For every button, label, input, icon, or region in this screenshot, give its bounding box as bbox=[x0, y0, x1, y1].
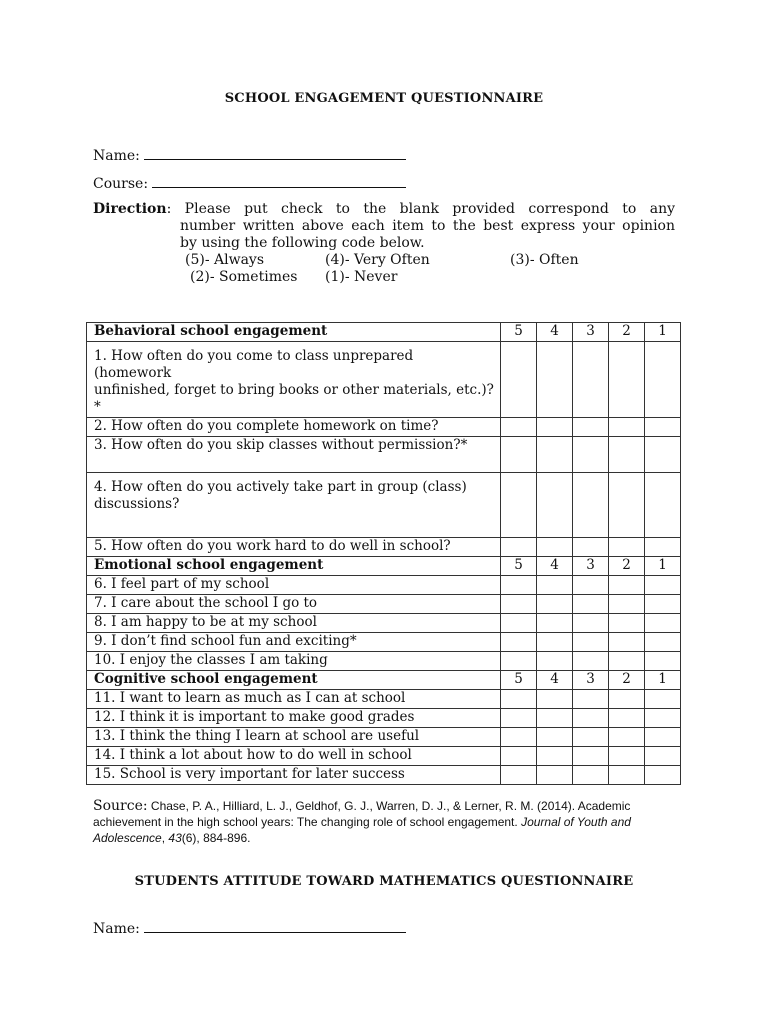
answer-cell-3[interactable] bbox=[573, 709, 609, 728]
answer-cell-5[interactable] bbox=[501, 614, 537, 633]
answer-cell-4[interactable] bbox=[537, 576, 573, 595]
question-text: 15. School is very important for later success bbox=[87, 766, 501, 785]
question-text: 3. How often do you skip classes without permission?* bbox=[87, 437, 501, 473]
answer-cell-1[interactable] bbox=[645, 690, 681, 709]
section-heading: Cognitive school engagement bbox=[87, 671, 501, 690]
scale-label-4: 4 bbox=[537, 323, 573, 342]
table-row bbox=[87, 473, 681, 538]
scale-label-4: 4 bbox=[537, 671, 573, 690]
table-row bbox=[87, 766, 681, 785]
table-row bbox=[87, 652, 681, 671]
section-heading: Behavioral school engagement bbox=[87, 323, 501, 342]
section-header-row bbox=[87, 557, 681, 576]
answer-cell-2[interactable] bbox=[609, 633, 645, 652]
answer-cell-5[interactable] bbox=[501, 418, 537, 437]
answer-cell-3[interactable] bbox=[573, 595, 609, 614]
answer-cell-2[interactable] bbox=[609, 728, 645, 747]
journal-volume: 43 bbox=[168, 831, 182, 845]
direction-line-3: by using the following code below. bbox=[180, 235, 425, 251]
table-row bbox=[87, 576, 681, 595]
answer-cell-3[interactable] bbox=[573, 437, 609, 473]
answer-cell-3[interactable] bbox=[573, 728, 609, 747]
scale-label-5: 5 bbox=[501, 671, 537, 690]
section-heading: Emotional school engagement bbox=[87, 557, 501, 576]
table-row bbox=[87, 538, 681, 557]
answer-cell-3[interactable] bbox=[573, 576, 609, 595]
answer-cell-1[interactable] bbox=[645, 633, 681, 652]
answer-cell-4[interactable] bbox=[537, 418, 573, 437]
answer-cell-1[interactable] bbox=[645, 418, 681, 437]
answer-cell-1[interactable] bbox=[645, 342, 681, 418]
direction-line-2: number written above each item to the best express your opinion bbox=[180, 218, 675, 234]
scale-label-2: 2 bbox=[609, 671, 645, 690]
question-text: 7. I care about the school I go to bbox=[87, 595, 501, 614]
answer-cell-3[interactable] bbox=[573, 473, 609, 538]
question-text: 9. I don’t find school fun and exciting* bbox=[87, 633, 501, 652]
scale-label-1: 1 bbox=[645, 557, 681, 576]
table-row bbox=[87, 342, 681, 418]
question-text: 2. How often do you complete homework on time? bbox=[87, 418, 501, 437]
table-row bbox=[87, 614, 681, 633]
direction-block bbox=[93, 201, 675, 252]
answer-cell-3[interactable] bbox=[573, 633, 609, 652]
answer-cell-5[interactable] bbox=[501, 652, 537, 671]
answer-cell-1[interactable] bbox=[645, 538, 681, 557]
scale-label-1: 1 bbox=[645, 323, 681, 342]
answer-cell-3[interactable] bbox=[573, 538, 609, 557]
answer-cell-2[interactable] bbox=[609, 766, 645, 785]
scale-label-3: 3 bbox=[573, 671, 609, 690]
answer-cell-4[interactable] bbox=[537, 595, 573, 614]
name-field[interactable] bbox=[93, 145, 406, 164]
table-row bbox=[87, 595, 681, 614]
answer-cell-5[interactable] bbox=[501, 437, 537, 473]
answer-cell-1[interactable] bbox=[645, 709, 681, 728]
answer-cell-1[interactable] bbox=[645, 595, 681, 614]
second-title: STUDENTS ATTITUDE TOWARD MATHEMATICS QUESTIONNAIRE bbox=[134, 874, 634, 889]
answer-cell-5[interactable] bbox=[501, 709, 537, 728]
answer-cell-1[interactable] bbox=[645, 652, 681, 671]
code-1: (1)- Never bbox=[325, 269, 398, 285]
question-text: 12. I think it is important to make good grades bbox=[87, 709, 501, 728]
answer-cell-4[interactable] bbox=[537, 652, 573, 671]
scale-label-5: 5 bbox=[501, 323, 537, 342]
answer-cell-2[interactable] bbox=[609, 473, 645, 538]
engagement-table bbox=[86, 322, 681, 785]
answer-cell-4[interactable] bbox=[537, 633, 573, 652]
answer-cell-3[interactable] bbox=[573, 690, 609, 709]
answer-cell-2[interactable] bbox=[609, 747, 645, 766]
name-label-2: Name: bbox=[93, 921, 140, 937]
table-row bbox=[87, 690, 681, 709]
answer-cell-2[interactable] bbox=[609, 342, 645, 418]
question-text: 14. I think a lot about how to do well in school bbox=[87, 747, 501, 766]
answer-cell-4[interactable] bbox=[537, 728, 573, 747]
scale-label-2: 2 bbox=[609, 323, 645, 342]
table-row bbox=[87, 709, 681, 728]
answer-cell-4[interactable] bbox=[537, 538, 573, 557]
answer-cell-2[interactable] bbox=[609, 418, 645, 437]
answer-cell-5[interactable] bbox=[501, 633, 537, 652]
scale-label-3: 3 bbox=[573, 323, 609, 342]
section-header-row bbox=[87, 671, 681, 690]
answer-cell-2[interactable] bbox=[609, 652, 645, 671]
course-label: Course: bbox=[93, 176, 149, 192]
scale-label-3: 3 bbox=[573, 557, 609, 576]
question-text: 10. I enjoy the classes I am taking bbox=[87, 652, 501, 671]
answer-cell-1[interactable] bbox=[645, 437, 681, 473]
question-text: 13. I think the thing I learn at school are useful bbox=[87, 728, 501, 747]
code-2: (2)- Sometimes bbox=[190, 269, 298, 285]
question-text: 4. How often do you actively take part in group (class) discussions? bbox=[87, 473, 501, 538]
answer-cell-1[interactable] bbox=[645, 728, 681, 747]
name-blank-line[interactable] bbox=[144, 145, 406, 160]
answer-cell-4[interactable] bbox=[537, 473, 573, 538]
direction-label: Direction bbox=[93, 201, 167, 217]
scale-label-5: 5 bbox=[501, 557, 537, 576]
answer-cell-1[interactable] bbox=[645, 576, 681, 595]
question-text: 5. How often do you work hard to do well in school? bbox=[87, 538, 501, 557]
table-row bbox=[87, 633, 681, 652]
scale-label-4: 4 bbox=[537, 557, 573, 576]
scale-label-1: 1 bbox=[645, 671, 681, 690]
name-blank-line-2[interactable] bbox=[144, 918, 406, 933]
answer-cell-5[interactable] bbox=[501, 576, 537, 595]
table-row bbox=[87, 728, 681, 747]
answer-cell-5[interactable] bbox=[501, 473, 537, 538]
name-label: Name: bbox=[93, 148, 140, 164]
section-header-row bbox=[87, 323, 681, 342]
course-blank-line[interactable] bbox=[152, 173, 406, 188]
answer-cell-2[interactable] bbox=[609, 709, 645, 728]
answer-cell-3[interactable] bbox=[573, 418, 609, 437]
answer-cell-1[interactable] bbox=[645, 614, 681, 633]
answer-cell-3[interactable] bbox=[573, 652, 609, 671]
answer-cell-3[interactable] bbox=[573, 766, 609, 785]
answer-cell-1[interactable] bbox=[645, 473, 681, 538]
answer-cell-4[interactable] bbox=[537, 437, 573, 473]
name-field-2[interactable] bbox=[93, 918, 406, 937]
answer-cell-4[interactable] bbox=[537, 690, 573, 709]
table-row bbox=[87, 747, 681, 766]
answer-cell-5[interactable] bbox=[501, 728, 537, 747]
answer-cell-5[interactable] bbox=[501, 595, 537, 614]
answer-cell-4[interactable] bbox=[537, 614, 573, 633]
answer-cell-3[interactable] bbox=[573, 747, 609, 766]
code-4: (4)- Very Often bbox=[325, 252, 430, 268]
answer-cell-1[interactable] bbox=[645, 747, 681, 766]
scale-label-2: 2 bbox=[609, 557, 645, 576]
journal-name: Journal of Youth and Adolescence bbox=[93, 815, 631, 845]
question-text: 8. I am happy to be at my school bbox=[87, 614, 501, 633]
page-title: SCHOOL ENGAGEMENT QUESTIONNAIRE bbox=[224, 91, 544, 106]
direction-line-1: Direction: Please put check to the blank provided correspond to any bbox=[93, 201, 675, 217]
source-citation: Source: Chase, P. A., Hilliard, L. J., Geldhof, G. J., Warren, D. J., & Lerner, R. M. (2014). Academic achievement in the high school years: The changing role of school engagement. Journal of Youth and Adolescence, 43(6), 884-896. bbox=[93, 798, 631, 845]
answer-cell-1[interactable] bbox=[645, 766, 681, 785]
code-5: (5)- Always bbox=[185, 252, 265, 268]
answer-cell-5[interactable] bbox=[501, 747, 537, 766]
answer-cell-5[interactable] bbox=[501, 342, 537, 418]
source-label: Source: bbox=[93, 798, 148, 814]
answer-cell-2[interactable] bbox=[609, 538, 645, 557]
answer-cell-2[interactable] bbox=[609, 614, 645, 633]
answer-cell-3[interactable] bbox=[573, 614, 609, 633]
answer-cell-2[interactable] bbox=[609, 576, 645, 595]
question-text: 6. I feel part of my school bbox=[87, 576, 501, 595]
answer-cell-5[interactable] bbox=[501, 766, 537, 785]
table-row bbox=[87, 418, 681, 437]
answer-cell-5[interactable] bbox=[501, 690, 537, 709]
answer-cell-4[interactable] bbox=[537, 709, 573, 728]
answer-cell-4[interactable] bbox=[537, 747, 573, 766]
table-row bbox=[87, 437, 681, 473]
answer-cell-2[interactable] bbox=[609, 595, 645, 614]
answer-cell-5[interactable] bbox=[501, 538, 537, 557]
question-text: 11. I want to learn as much as I can at school bbox=[87, 690, 501, 709]
course-field[interactable] bbox=[93, 173, 406, 192]
answer-cell-3[interactable] bbox=[573, 342, 609, 418]
question-text: 1. How often do you come to class unprepared (homework unfinished, forget to bring books or other materials, etc.)?* bbox=[87, 342, 501, 418]
answer-cell-2[interactable] bbox=[609, 690, 645, 709]
code-3: (3)- Often bbox=[510, 252, 579, 268]
answer-cell-4[interactable] bbox=[537, 342, 573, 418]
answer-cell-4[interactable] bbox=[537, 766, 573, 785]
answer-cell-2[interactable] bbox=[609, 437, 645, 473]
